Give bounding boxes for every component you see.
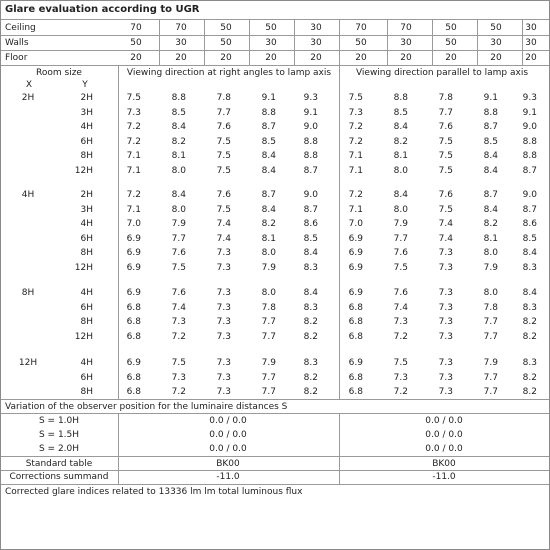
header-value: 30 [525,23,537,33]
ugr-value: 7.7 [483,387,498,397]
header-value: 30 [400,38,412,48]
header-col-divider [204,20,205,65]
standard-divider [1,456,549,457]
ugr-value: 7.7 [171,233,186,244]
ugr-value: 8.0 [261,288,276,298]
direction-right-label: Viewing direction at right angles to lamp axis [126,68,332,78]
ugr-value: 7.3 [438,317,453,327]
room-y-value: 6H [80,372,93,383]
page-title: Glare evaluation according to UGR [5,4,200,15]
ugr-value: 8.7 [522,204,537,215]
ugr-value: 7.3 [438,387,453,397]
ugr-value: 7.9 [393,219,408,229]
ugr-value: 8.2 [171,136,186,147]
header-value: 50 [490,23,502,33]
ugr-value: 7.5 [216,165,231,176]
variation-row-label: S = 1.0H [38,416,80,426]
ugr-value: 9.0 [522,190,537,200]
direction-parallel-label: Viewing direction parallel to lamp axis [355,68,529,78]
ugr-value: 7.9 [483,262,498,273]
ugr-value: 6.8 [348,372,363,383]
header-value: 30 [310,23,322,33]
x-label: X [25,80,33,90]
ugr-value: 8.2 [483,219,498,229]
ugr-value: 8.5 [483,136,498,147]
room-y-value: 6H [80,302,93,313]
variation-divider [1,413,549,414]
header-value: 20 [310,53,322,63]
variation-row-label: S = 1.5H [38,430,80,440]
ugr-value: 8.2 [303,317,318,327]
ugr-value: 6.8 [126,302,141,313]
standard-table-label: Standard table [25,459,93,469]
header-value: 50 [265,23,277,33]
ugr-value: 8.3 [522,358,537,368]
ugr-value: 7.9 [261,358,276,368]
room-x-2h: 2H [21,93,35,103]
room-y-value: 2H [80,190,93,200]
ugr-value: 8.6 [303,219,318,229]
ugr-value: 9.0 [303,190,318,200]
header-value: 20 [525,53,537,63]
ugr-value: 8.4 [483,204,498,215]
ugr-value: 7.4 [438,233,453,244]
ugr-value: 7.1 [348,165,363,176]
ugr-value: 7.9 [261,262,276,273]
ugr-value: 7.5 [348,93,363,103]
section-divider [339,65,340,399]
header-col-divider [339,20,340,65]
header-value: 30 [310,38,322,48]
ugr-value: 7.4 [171,302,186,313]
ugr-value: 8.2 [303,387,318,397]
ugr-value: 7.8 [216,93,231,103]
room-y-value: 8H [80,248,93,258]
ugr-value: 7.6 [216,190,231,200]
ugr-value: 8.4 [522,248,537,258]
ugr-value: 7.5 [171,358,186,368]
ugr-value: 7.4 [216,233,231,244]
ugr-value: 8.7 [483,122,498,132]
ugr-value: 8.4 [303,288,318,298]
ugr-value: 7.6 [393,248,408,258]
ugr-value: 8.4 [171,122,186,132]
title-divider [1,19,549,20]
ugr-value: 6.8 [348,331,363,342]
ugr-value: 8.1 [261,233,276,244]
y-label: Y [82,80,88,90]
ugr-value: 8.0 [171,204,186,215]
ugr-value: 7.4 [216,219,231,229]
room-y-value: 4H [80,288,93,298]
ugr-value: 8.4 [261,204,276,215]
ugr-value: 7.1 [348,204,363,215]
ugr-value: 7.0 [348,219,363,229]
ugr-value: 7.2 [171,331,186,342]
row-label-walls: Walls [5,38,29,48]
ugr-value: 7.7 [261,331,276,342]
header-value: 30 [265,38,277,48]
ugr-value: 6.8 [348,387,363,397]
footer-note: Corrected glare indices related to 13336 lm lm total luminous flux [5,487,303,497]
corrections-label: Corrections summand [9,472,109,482]
variation-right-value: 0.0 / 0.0 [209,430,247,440]
header-value: 50 [445,23,457,33]
room-y-value: 3H [80,204,93,215]
variation-right-value: 0.0 / 0.0 [209,416,247,426]
ugr-value: 8.0 [393,204,408,215]
ugr-value: 8.4 [171,190,186,200]
header-value: 50 [445,38,457,48]
corrections-right: -11.0 [216,472,240,482]
ugr-value: 7.7 [261,372,276,383]
header-value: 70 [400,23,412,33]
ugr-value: 7.7 [261,317,276,327]
room-y-value: 8H [80,151,93,161]
ugr-value: 7.2 [393,387,408,397]
ugr-value: 7.7 [261,387,276,397]
header-value: 20 [265,53,277,63]
room-y-value: 12H [74,331,93,342]
ugr-value: 8.2 [522,317,537,327]
ugr-value: 8.3 [522,262,537,273]
variation-right-value: 0.0 / 0.0 [209,444,247,454]
ugr-value: 7.7 [483,331,498,342]
header-col-divider [159,20,160,65]
ugr-value: 7.2 [348,122,363,132]
room-y-value: 12H [74,262,93,273]
ugr-value: 7.3 [393,317,408,327]
header-value: 20 [355,53,367,63]
ugr-value: 8.8 [303,151,318,161]
ugr-value: 6.9 [348,288,363,298]
header-value: 50 [220,38,232,48]
ugr-value: 7.4 [438,219,453,229]
room-y-value: 3H [80,107,93,118]
ugr-value: 6.8 [348,302,363,313]
header-value: 30 [525,38,537,48]
room-y-value: 4H [80,122,93,132]
header-value: 50 [130,38,142,48]
variation-parallel-value: 0.0 / 0.0 [425,430,463,440]
ugr-value: 8.0 [171,165,186,176]
ugr-value: 7.3 [393,372,408,383]
ugr-value: 7.3 [438,288,453,298]
ugr-value: 7.5 [216,204,231,215]
ugr-value: 7.1 [126,151,141,161]
ugr-value: 8.0 [483,288,498,298]
ugr-value: 8.2 [393,136,408,147]
ugr-value: 7.7 [393,233,408,244]
ugr-value: 7.2 [348,136,363,147]
section-divider [118,65,119,399]
ugr-value: 6.9 [348,233,363,244]
ugr-value: 8.4 [261,165,276,176]
header-col-divider [249,20,250,65]
ugr-value: 8.2 [522,372,537,383]
header-value: 20 [400,53,412,63]
header-value: 70 [355,23,367,33]
ugr-value: 7.3 [216,248,231,258]
room-y-value: 6H [80,233,93,244]
ugr-value: 8.5 [303,233,318,244]
ugr-value: 7.3 [438,372,453,383]
header-value: 20 [175,53,187,63]
room-x-8h: 8H [21,288,35,298]
ugr-value: 7.2 [393,331,408,342]
room-y-value: 6H [80,136,93,147]
ugr-value: 8.5 [261,136,276,147]
ugr-value: 7.3 [216,372,231,383]
ugr-value: 8.4 [522,288,537,298]
header-value: 50 [220,23,232,33]
ugr-value: 8.0 [393,165,408,176]
variation-row-label: S = 2.0H [38,444,80,454]
ugr-value: 8.7 [261,122,276,132]
ugr-value: 8.8 [171,93,186,103]
ugr-value: 9.1 [261,93,276,103]
ugr-value: 7.3 [216,288,231,298]
ugr-value: 6.8 [126,317,141,327]
ugr-value: 7.6 [393,288,408,298]
variation-col-divider [118,413,119,484]
ugr-value: 7.6 [171,288,186,298]
ugr-value: 9.1 [303,107,318,118]
ugr-value: 7.7 [483,372,498,383]
header-value: 20 [220,53,232,63]
standard-table-parallel: BK00 [432,459,456,469]
ugr-value: 8.6 [522,219,537,229]
ugr-value: 8.8 [261,107,276,118]
row-label-ceiling: Ceiling [5,23,36,33]
ugr-value: 6.9 [348,262,363,273]
ugr-value: 6.9 [126,233,141,244]
variation-col-divider [339,413,340,484]
header-value: 50 [355,38,367,48]
ugr-value: 7.7 [483,317,498,327]
ugr-value: 8.4 [393,122,408,132]
variation-parallel-value: 0.0 / 0.0 [425,444,463,454]
ugr-value: 7.2 [126,190,141,200]
ugr-value: 7.3 [126,107,141,118]
ugr-value: 9.3 [522,93,537,103]
ugr-value: 7.5 [393,262,408,273]
header-value: 20 [130,53,142,63]
ugr-value: 7.5 [216,136,231,147]
ugr-value: 8.4 [393,190,408,200]
ugr-value: 8.8 [303,136,318,147]
ugr-value: 7.5 [438,204,453,215]
ugr-value: 7.4 [393,302,408,313]
ugr-value: 8.5 [393,107,408,118]
ugr-value: 8.4 [483,165,498,176]
ugr-value: 8.2 [261,219,276,229]
header-value: 30 [490,38,502,48]
ugr-value: 7.3 [438,302,453,313]
ugr-value: 7.3 [171,372,186,383]
ugr-value: 8.3 [303,262,318,273]
header-value: 70 [175,23,187,33]
ugr-value: 7.3 [216,331,231,342]
header-value: 70 [130,23,142,33]
ugr-value: 7.7 [438,107,453,118]
ugr-value: 7.6 [438,190,453,200]
ugr-value: 7.3 [438,358,453,368]
ugr-value: 6.9 [126,248,141,258]
ugr-value: 7.5 [438,151,453,161]
corrections-divider [1,470,549,471]
ugr-value: 6.9 [126,288,141,298]
corrections-parallel: -11.0 [432,472,456,482]
header-value: 30 [175,38,187,48]
header-value: 20 [445,53,457,63]
ugr-value: 7.1 [126,165,141,176]
ugr-value: 8.2 [303,372,318,383]
ugr-value: 7.5 [393,358,408,368]
ugr-value: 7.8 [261,302,276,313]
ugr-value: 7.3 [216,262,231,273]
ugr-value: 9.0 [522,122,537,132]
ugr-value: 6.8 [126,372,141,383]
header-value: 20 [490,53,502,63]
ugr-value: 7.2 [126,136,141,147]
ugr-value: 8.8 [483,107,498,118]
ugr-value: 8.2 [303,331,318,342]
ugr-value: 7.3 [216,302,231,313]
ugr-value: 8.0 [483,248,498,258]
ugr-value: 7.5 [171,262,186,273]
header-col-divider [294,20,295,65]
ugr-value: 8.4 [483,151,498,161]
ugr-value: 7.8 [438,93,453,103]
ugr-value: 9.3 [303,93,318,103]
ugr-value: 7.3 [216,387,231,397]
ugr-value: 6.9 [348,248,363,258]
ugr-value: 8.7 [522,165,537,176]
ugr-value: 7.9 [171,219,186,229]
variation-parallel-value: 0.0 / 0.0 [425,416,463,426]
ugr-value: 7.3 [348,107,363,118]
row-label-floor: Floor [5,53,28,63]
ugr-value: 8.1 [171,151,186,161]
ugr-value: 8.8 [393,93,408,103]
ugr-value: 9.1 [483,93,498,103]
room-y-value: 4H [80,358,93,368]
room-y-value: 8H [80,317,93,327]
ugr-value: 9.1 [522,107,537,118]
ugr-value: 7.3 [216,317,231,327]
ugr-value: 7.6 [216,122,231,132]
ugr-value: 7.8 [483,302,498,313]
ugr-value: 7.5 [438,165,453,176]
ugr-value: 7.5 [126,93,141,103]
variation-divider [1,399,549,400]
ugr-value: 6.9 [348,358,363,368]
room-y-value: 4H [80,219,93,229]
ugr-value: 8.3 [522,302,537,313]
ugr-value: 8.3 [303,358,318,368]
room-size-label: Room size [36,68,82,78]
ugr-value: 8.3 [303,302,318,313]
ugr-value: 8.1 [393,151,408,161]
ugr-value: 7.1 [348,151,363,161]
ugr-value: 8.5 [171,107,186,118]
standard-table-right: BK00 [216,459,240,469]
ugr-value: 7.5 [216,151,231,161]
header-row-divider [1,35,549,36]
ugr-value: 8.7 [483,190,498,200]
ugr-value: 8.8 [522,136,537,147]
ugr-value: 7.2 [171,387,186,397]
ugr-value: 8.8 [522,151,537,161]
ugr-value: 7.5 [438,136,453,147]
ugr-value: 6.9 [126,358,141,368]
ugr-value: 8.5 [522,233,537,244]
header-row-divider [1,50,549,51]
ugr-value: 7.3 [171,317,186,327]
ugr-value: 8.0 [261,248,276,258]
ugr-value: 7.2 [348,190,363,200]
ugr-value: 8.4 [303,248,318,258]
ugr-value: 7.6 [171,248,186,258]
ugr-value: 7.3 [438,248,453,258]
ugr-value: 7.2 [126,122,141,132]
ugr-value: 8.7 [303,165,318,176]
ugr-value: 8.4 [261,151,276,161]
ugr-value: 7.3 [438,331,453,342]
room-x-12h: 12H [18,358,38,368]
room-x-4h: 4H [21,190,35,200]
ugr-value: 6.9 [126,262,141,273]
ugr-value: 8.1 [483,233,498,244]
ugr-value: 7.7 [216,107,231,118]
ugr-value: 8.7 [303,204,318,215]
ugr-value: 8.7 [261,190,276,200]
ugr-value: 7.1 [126,204,141,215]
ugr-value: 8.2 [522,387,537,397]
ugr-value: 6.8 [126,331,141,342]
ugr-value: 7.0 [126,219,141,229]
ugr-value: 7.6 [438,122,453,132]
ugr-value: 7.3 [438,262,453,273]
header-row-divider [1,65,549,66]
room-y-value: 8H [80,387,93,397]
variation-label: Variation of the observer position for the luminaire distances S [5,402,288,412]
ugr-value: 6.8 [126,387,141,397]
ugr-value: 7.9 [483,358,498,368]
room-y-value: 2H [80,93,93,103]
room-y-value: 12H [74,165,93,176]
ugr-value: 7.3 [216,358,231,368]
ugr-value: 9.0 [303,122,318,132]
footer-divider [1,484,549,485]
ugr-value: 8.2 [522,331,537,342]
ugr-value: 6.8 [348,317,363,327]
